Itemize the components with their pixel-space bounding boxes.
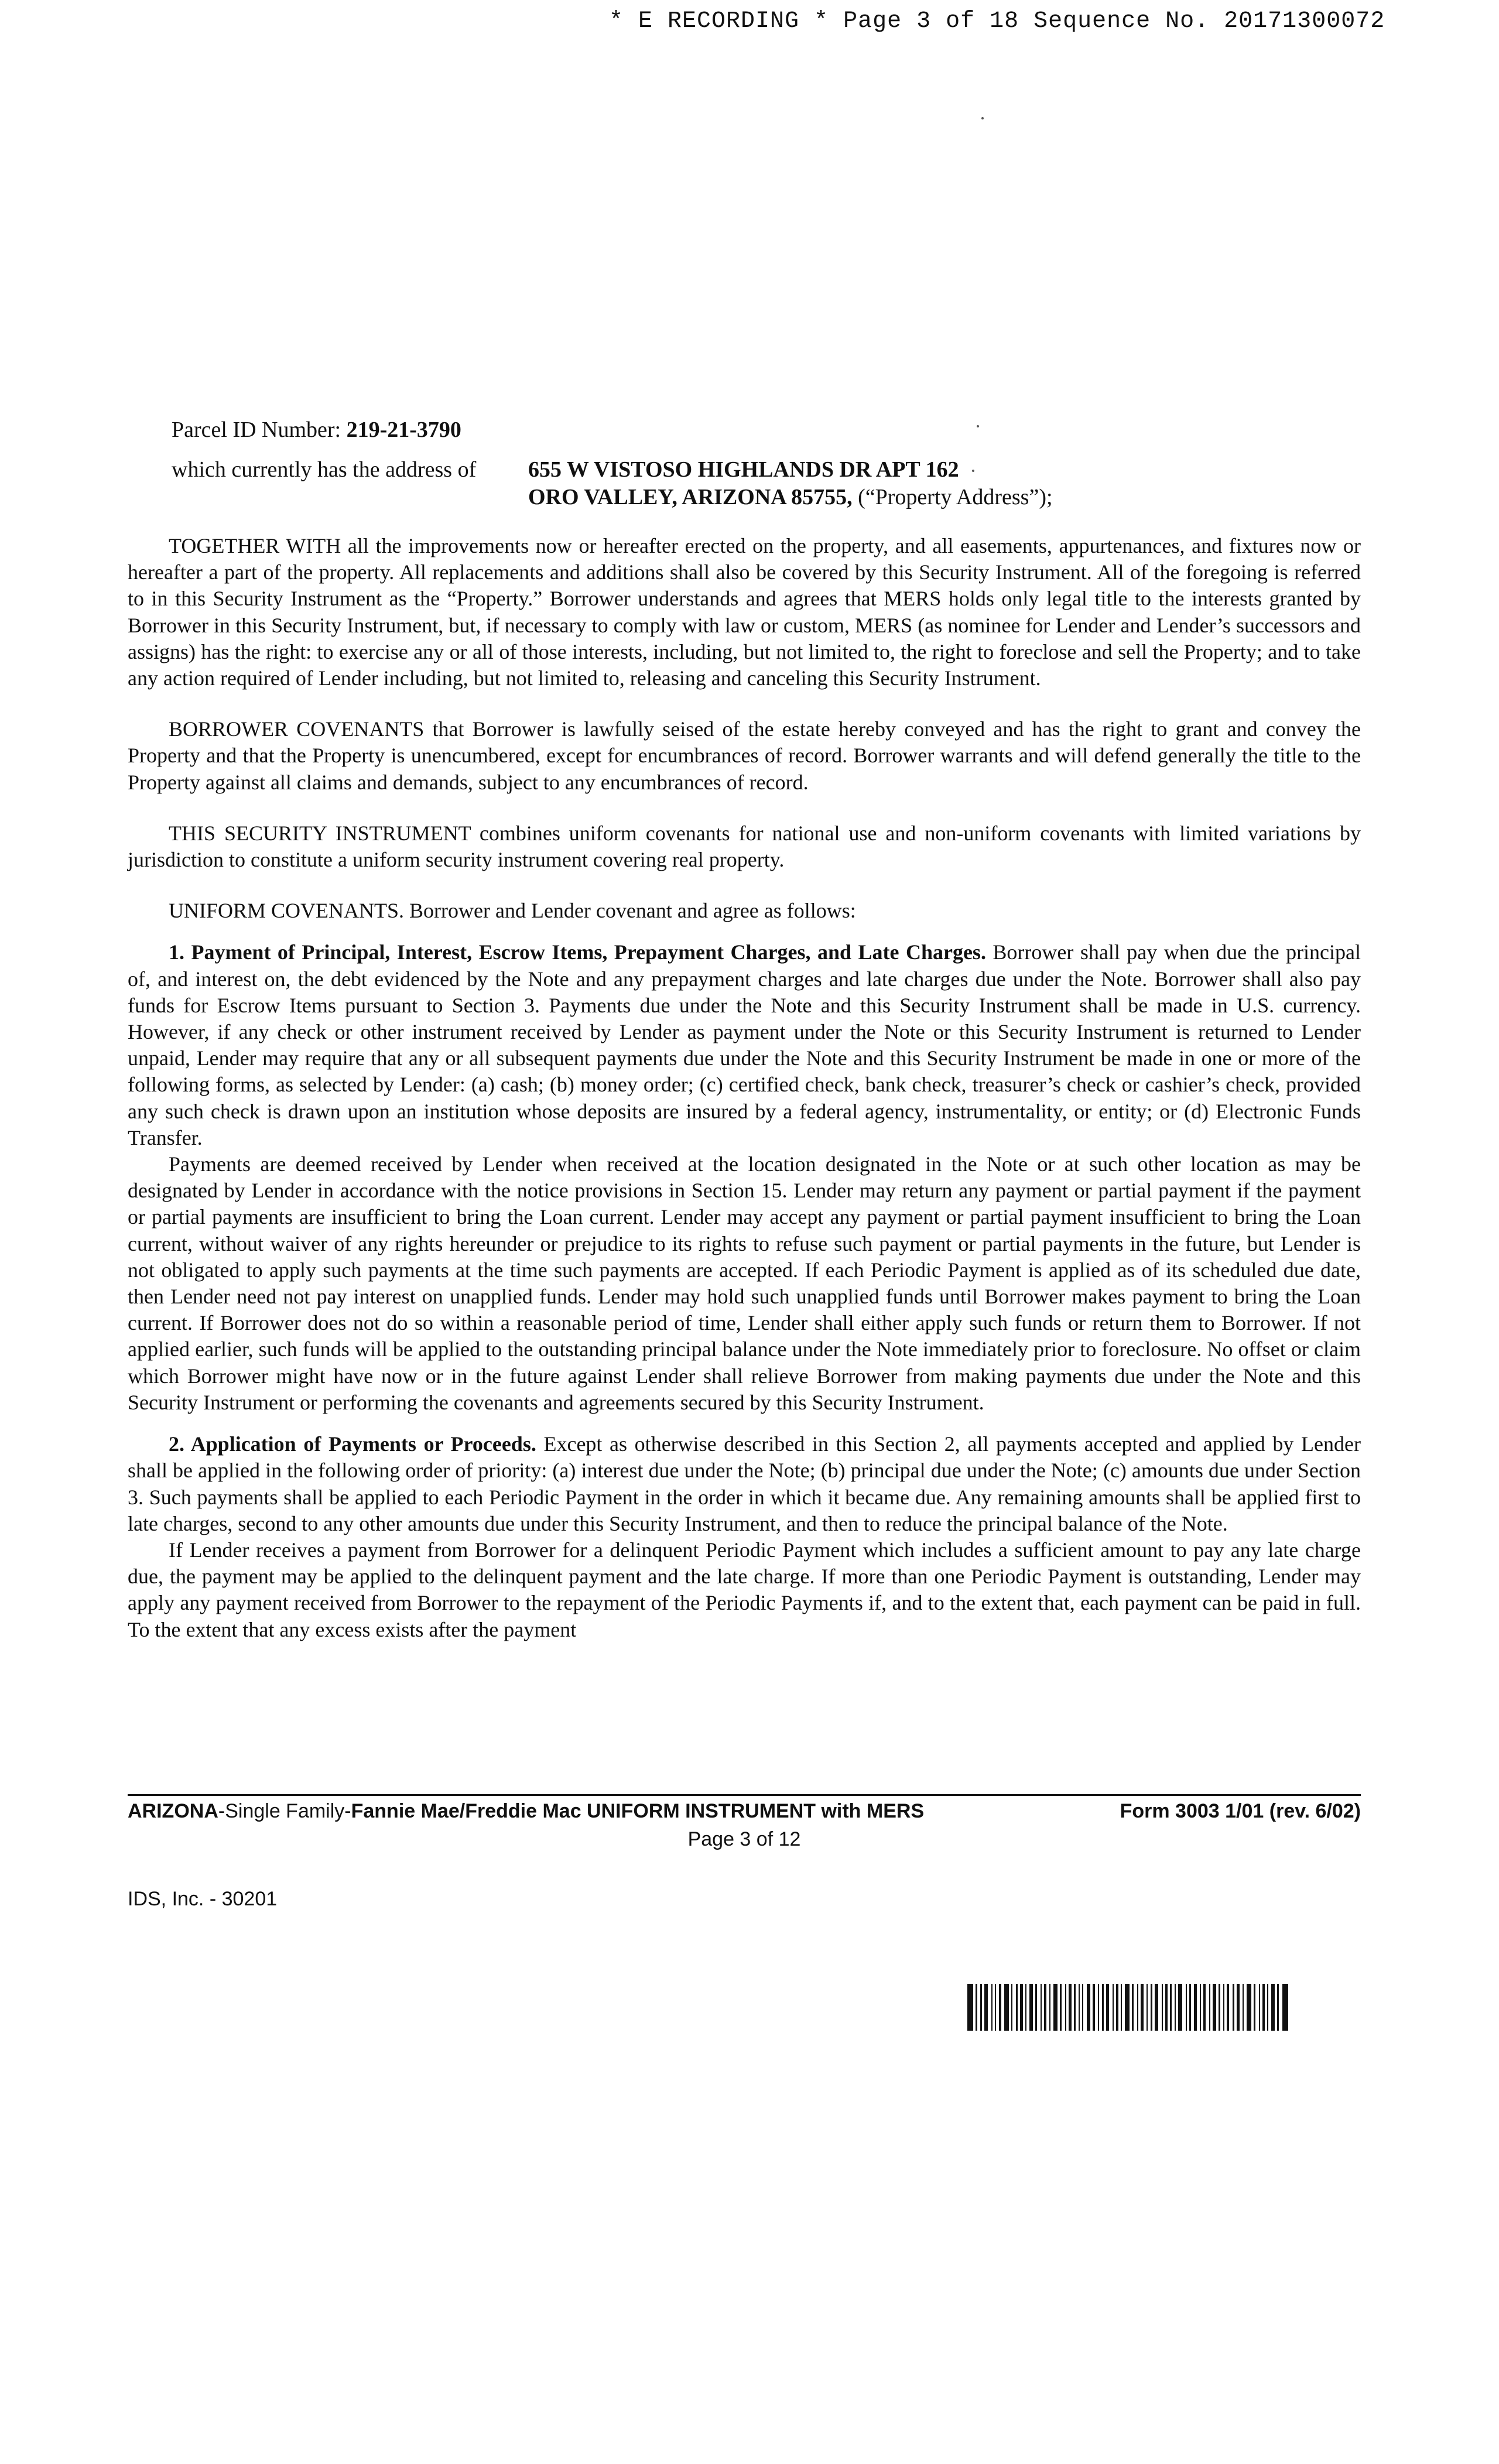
uniform-covenants-paragraph: UNIFORM COVENANTS. Borrower and Lender covenant and agree as follows: xyxy=(169,899,856,923)
barcode-bar xyxy=(1049,1984,1050,2031)
barcode-bar xyxy=(1277,1984,1279,2031)
barcode-bar xyxy=(967,1984,973,2031)
barcode-bar xyxy=(991,1984,993,2031)
property-city-line xyxy=(528,484,1053,510)
barcode-bar xyxy=(1004,1984,1009,2031)
barcode-bar xyxy=(1165,1984,1168,2031)
section-2-paragraph-2: If Lender receives a payment from Borrower for a delinquent Periodic Payment which includes a sufficient amount to pay any late charge due, the payment may be applied to the delinquent payment and the late charge. If more than one Periodic Payment is outstanding, Lender may apply any payment received from Borrower to the repayment of the Periodic Payments if, and to the extent that, each payment can be paid in full. To the extent that any excess exists after the payment xyxy=(128,1538,1361,1641)
footer-divider xyxy=(128,1794,1361,1796)
barcode-bar xyxy=(1116,1984,1118,2031)
barcode-bar xyxy=(1209,1984,1210,2031)
barcode-bar xyxy=(1082,1984,1083,2031)
parcel-id-number: 219-21-3790 xyxy=(346,417,461,442)
together-with-paragraph: TOGETHER WITH all the improvements now or hereafter erected on the property, and all easements, appurtenances, and fixtures now or hereafter a part of the property. All replacements and additions shall also be covered by this Security Instrument. All of the foregoing is referred to in this Security Instrument as the “Property.” Borrower understands and agrees that MERS holds only legal title to the interests granted by Borrower in this Security Instrument, but, if necessary to comply with law or custom, MERS (as nominee for Lender and Lender’s successors and assigns) has the right: to exercise any or all of those interests, including, but not limited to, the right to foreclose and sell the Property; and to take any action required of Lender including, but not limited to, releasing and canceling this Security Instrument. xyxy=(128,534,1361,690)
barcode-bar xyxy=(1267,1984,1268,2031)
barcode-bar xyxy=(1262,1984,1265,2031)
barcode-bar xyxy=(1243,1984,1244,2031)
barcode-bar xyxy=(1227,1984,1229,2031)
barcode-bar xyxy=(1147,1984,1148,2031)
parcel-id-label: Parcel ID Number: xyxy=(172,417,341,442)
barcode-bar xyxy=(1151,1984,1152,2031)
barcode-bar xyxy=(1113,1984,1114,2031)
barcode-bar xyxy=(1029,1984,1033,2031)
property-address-definition: (“Property Address”); xyxy=(858,485,1053,509)
recording-stamp: * E RECORDING * Page 3 of 18 Sequence No. 20171300072 xyxy=(609,8,1385,35)
barcode-bar xyxy=(1087,1984,1090,2031)
barcode-bar xyxy=(1200,1984,1201,2031)
barcode-bar xyxy=(1259,1984,1260,2031)
barcode-bar xyxy=(1011,1984,1012,2031)
section-2-text: Except as otherwise described in this Section 2, all payments accepted and applied by Lender shall be applied in the following order of priority: (a) interest due under the Note; (b) principal due under the Note; (c) amounts due under Section 3. Such payments shall be applied to each Periodic Payment in the order in which it became due. Any remaining amounts shall be applied first to late charges, second to any other amounts due under this Security Instrument, and then to reduce the principal balance of the Note. xyxy=(128,1432,1361,1535)
scan-speck xyxy=(977,425,979,427)
section-1-heading: 1. Payment of Principal, Interest, Escrow Items, Prepayment Charges, and Late Charges. xyxy=(169,940,986,964)
barcode-bar xyxy=(1233,1984,1234,2031)
section-1-paragraph-2: Payments are deemed received by Lender when received at the location designated in the Note or at such other location as may be designated by Lender in accordance with the notice provisions in Section 15. Lender may return any payment or partial payment if the payment or partial payments are insufficient to bring the Loan current. Lender may accept any payment or partial payment insufficient to bring the Loan current, without waiver of any rights hereunder or prejudice to its rights to refuse such payment or partial payments in the future, but Lender is not obligated to apply such payments at the time such payments are accepted. If each Periodic Payment is applied as of its scheduled due date, then Lender need not pay interest on unapplied funds. Lender may hold such unapplied funds until Borrower makes payment to bring the Loan current. If Borrower does not do so within a reasonable period of time, Lender shall either apply such funds or return them to Borrower. If not applied earlier, such funds will be applied to the outstanding principal balance under the Note immediately prior to foreclosure. No offset or claim which Borrower might have now or in the future against Lender shall relieve Borrower from making payments due under the Note and this Security Instrument or performing the covenants and agreements secured by this Security Instrument. xyxy=(128,1152,1361,1414)
barcode-bar xyxy=(1162,1984,1163,2031)
security-instrument-paragraph: THIS SECURITY INSTRUMENT combines uniform covenants for national use and non-uniform covenants with limited variations by jurisdiction to constitute a uniform security instrument covering real property. xyxy=(128,821,1361,872)
barcode-bar xyxy=(1125,1984,1130,2031)
barcode-bar xyxy=(1074,1984,1076,2031)
barcode-bar xyxy=(1121,1984,1122,2031)
barcode-bar xyxy=(1155,1984,1158,2031)
form-title xyxy=(128,1800,924,1823)
barcode-bar xyxy=(1170,1984,1172,2031)
barcode-bar xyxy=(1247,1984,1251,2031)
barcode-bar xyxy=(1213,1984,1216,2031)
parcel-id xyxy=(172,417,461,443)
barcode-bar xyxy=(995,1984,996,2031)
barcode-bar xyxy=(1025,1984,1026,2031)
page-number: Page 3 of 12 xyxy=(687,1828,801,1850)
form-name: Fannie Mae/Freddie Mac UNIFORM INSTRUMENT with MERS xyxy=(351,1800,925,1822)
section-2-paragraph xyxy=(128,1431,1361,1537)
barcode-bar xyxy=(1044,1984,1046,2031)
barcode-bar xyxy=(1098,1984,1099,2031)
ids-code: IDS, Inc. - 30201 xyxy=(128,1888,278,1910)
barcode-bar xyxy=(1178,1984,1182,2031)
barcode xyxy=(967,1984,1365,2031)
barcode-bar xyxy=(1271,1984,1275,2031)
borrower-covenants-paragraph: BORROWER COVENANTS that Borrower is lawfully seised of the estate hereby conveyed and has the right to grant and convey the Property and that the Property is unencumbered, except for encumbrances of record. Borrower warrants and will defend generally the title to the Property against all claims and demands, subject to any encumbrances of record. xyxy=(128,717,1361,794)
barcode-bar xyxy=(1065,1984,1066,2031)
barcode-bar xyxy=(1282,1984,1288,2031)
barcode-bar xyxy=(1069,1984,1072,2031)
barcode-bar xyxy=(1132,1984,1134,2031)
barcode-bar xyxy=(1106,1984,1109,2031)
form-number: Form 3003 1/01 (rev. 6/02) xyxy=(1120,1800,1361,1822)
address-intro: which currently has the address of xyxy=(172,457,477,482)
barcode-bar xyxy=(1219,1984,1220,2031)
barcode-bar xyxy=(1079,1984,1080,2031)
barcode-bar xyxy=(976,1984,977,2031)
barcode-bar xyxy=(1175,1984,1176,2031)
barcode-bar xyxy=(1035,1984,1037,2031)
barcode-bar xyxy=(1194,1984,1197,2031)
section-1-paragraph xyxy=(128,939,1361,1151)
barcode-bar xyxy=(1016,1984,1018,2031)
barcode-bar xyxy=(999,1984,1001,2031)
barcode-bar xyxy=(1141,1984,1144,2031)
barcode-bar xyxy=(1102,1984,1104,2031)
form-type: -Single Family- xyxy=(218,1800,351,1822)
barcode-bar xyxy=(1203,1984,1206,2031)
barcode-bar xyxy=(984,1984,988,2031)
scan-speck xyxy=(981,117,984,119)
barcode-bar xyxy=(1189,1984,1191,2031)
barcode-bar xyxy=(1186,1984,1187,2031)
barcode-bar xyxy=(1137,1984,1138,2031)
barcode-bar xyxy=(1093,1984,1095,2031)
property-street: 655 W VISTOSO HIGHLANDS DR APT 162 xyxy=(528,457,959,482)
barcode-bar xyxy=(1254,1984,1255,2031)
property-city-state-zip: ORO VALLEY, ARIZONA 85755, xyxy=(528,485,853,509)
section-1-text: Borrower shall pay when due the principal of, and interest on, the debt evidenced by the Note and any prepayment charges and late charges due under the Note. Borrower shall also pay funds for Escrow Items pursuant to Section 3. Payments due under the Note and this Security Instrument shall be made in U.S. currency. However, if any check or other instrument received by Lender as payment under the Note or this Security Instrument is returned to Lender unpaid, Lender may require that any or all subsequent payments due under the Note and this Security Instrument be made in one or more of the following forms, as selected by Lender: (a) cash; (b) money order; (c) certified check, bank check, treasurer’s check or cashier’s check, provided any such check is drawn upon an institution whose deposits are insured by a federal agency, instrumentality, or entity; or (d) Electronic Funds Transfer. xyxy=(128,940,1361,1149)
document-body xyxy=(128,533,1361,1643)
barcode-bar xyxy=(980,1984,982,2031)
form-state: ARIZONA xyxy=(128,1800,218,1822)
barcode-bar xyxy=(1060,1984,1062,2031)
barcode-bar xyxy=(1020,1984,1023,2031)
barcode-bar xyxy=(1041,1984,1042,2031)
barcode-bar xyxy=(1223,1984,1224,2031)
scan-speck xyxy=(972,470,974,472)
barcode-bar xyxy=(1053,1984,1057,2031)
barcode-bar xyxy=(1237,1984,1240,2031)
section-2-heading: 2. Application of Payments or Proceeds. xyxy=(169,1432,536,1456)
